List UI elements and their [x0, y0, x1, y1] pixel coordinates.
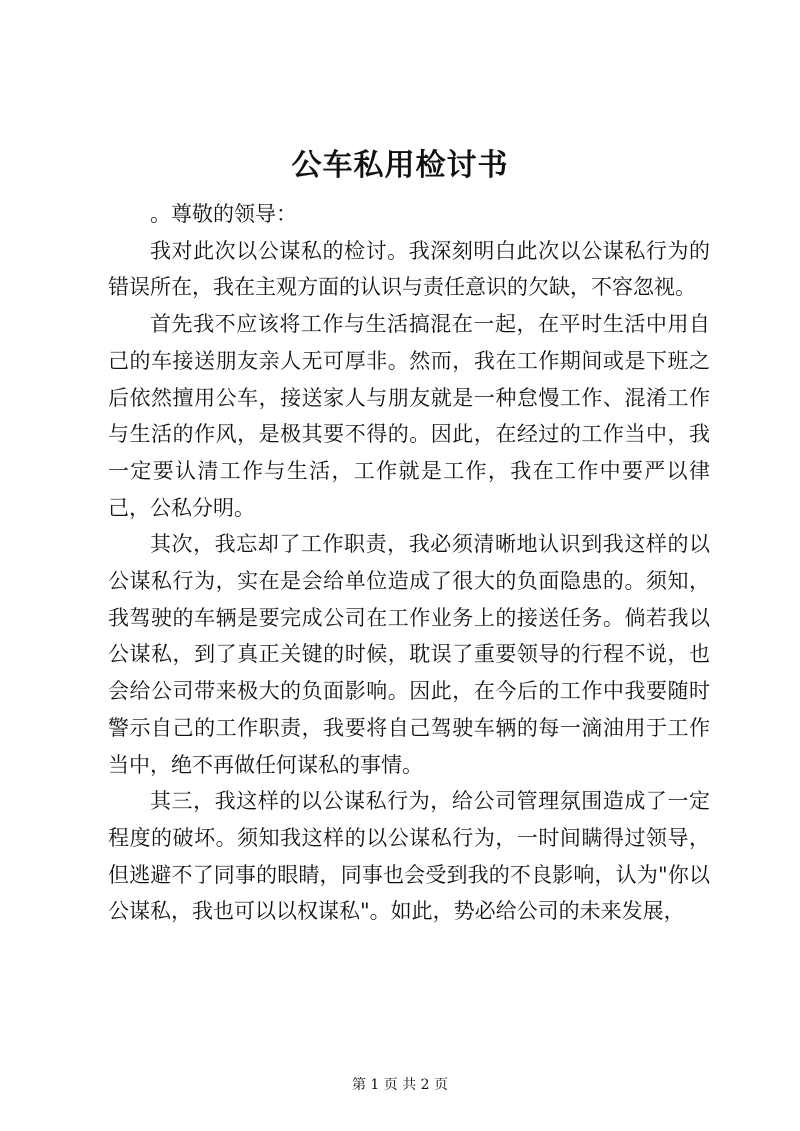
paragraph: 其三，我这样的以公谋私行为，给公司管理氛围造成了一定程度的破坏。须知我这样的以公谋私行为，一时间瞒得过领导，但逃避不了同事的眼睛，同事也会受到我的不良影响，认为"你以公谋私，我也可以以权谋私"。如此，势必给公司的未来发展，: [108, 789, 710, 924]
document-body: [108, 196, 710, 930]
paragraph: 首先我不应该将工作与生活搞混在一起，在平时生活中用自己的车接送朋友亲人无可厚非。然而，我在工作期间或是下班之后依然擅用公车，接送家人与朋友就是一种怠慢工作、混淆工作与生活的作风，是极其要不得的。因此，在经过的工作当中，我一定要认清工作与生活，工作就是工作，我在工作中要严以律己，公私分明。: [108, 312, 710, 520]
document-title: 公车私用检讨书: [291, 148, 509, 183]
paragraph: 我对此次以公谋私的检讨。我深刻明白此次以公谋私行为的错误所在，我在主观方面的认识与责任意识的欠缺，不容忽视。: [108, 238, 710, 300]
paragraph: 其次，我忘却了工作职责，我必须清晰地认识到我这样的以公谋私行为，实在是会给单位造成了很大的负面隐患的。须知，我驾驶的车辆是要完成公司在工作业务上的接送任务。倘若我以公谋私，到了真正关键的时候，耽误了重要领导的行程不说，也会给公司带来极大的负面影响。因此，在今后的工作中我要随时警示自己的工作职责，我要将自己驾驶车辆的每一滴油用于工作当中，绝不再做任何谋私的事情。: [108, 532, 710, 777]
page-number: 第 1 页 共 2 页: [351, 1077, 449, 1093]
greeting: 。尊敬的领导：: [150, 202, 297, 226]
